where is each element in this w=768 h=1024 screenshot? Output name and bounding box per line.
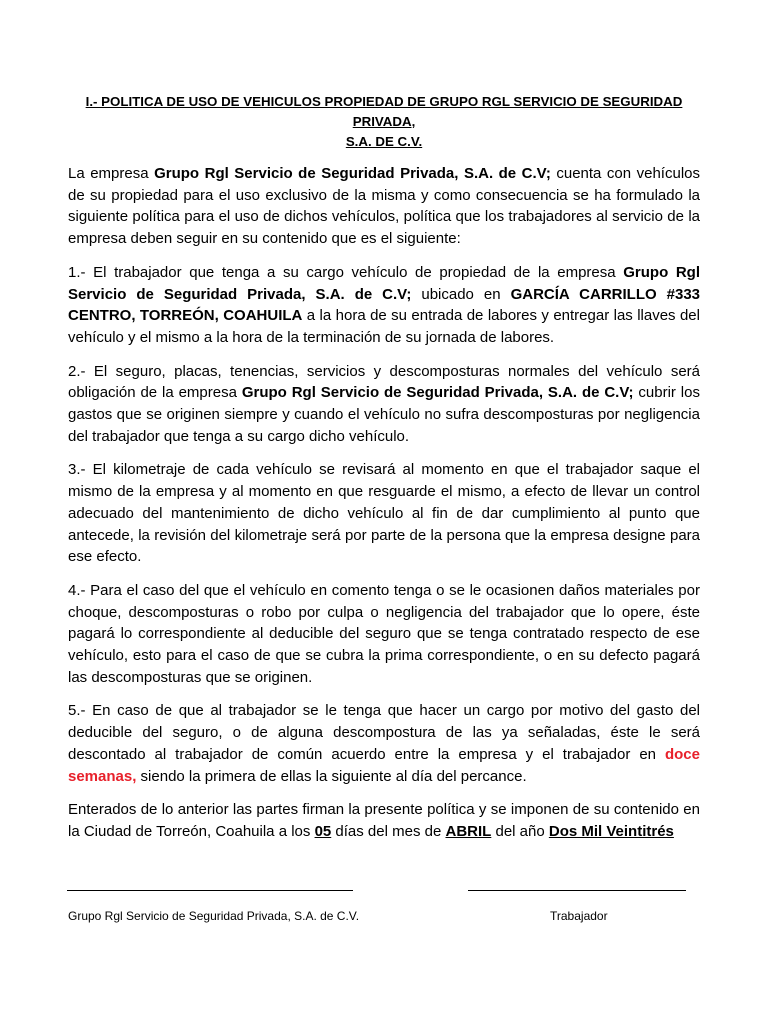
clause-2-text-1: 2.- El seguro, placas, tenencias, servicios y descomposturas normales del vehículo será obligación de la empresa	[68, 362, 700, 402]
clause-3	[68, 459, 700, 568]
worker-signature-label: Trabajador	[550, 909, 608, 923]
clause-1	[68, 262, 700, 349]
clause-1-text-1: 1.- El trabajador que tenga a su cargo vehículo de propiedad de la empresa	[68, 263, 624, 281]
clause-1-text-3: a la hora de su entrada de labores y entregar las llaves del vehículo y el mismo a la hora de la terminación de su jornada de labores.	[68, 307, 700, 346]
clause-4	[68, 580, 700, 689]
clause-5-highlight: doce semanas,	[68, 745, 700, 785]
closing-year: Dos Mil Veintitrés	[548, 822, 674, 840]
clause-4-text: 4.- Para el caso del que el vehículo en comento tenga o se le ocasionen daños materiales por choque, descomposturas o robo por culpa o negligencia del trabajador que lo opere, éste pagará lo correspondiente al deducible del seguro que se tenga contratado respecto de ese vehículo, esto para el caso de que se cubra la prima correspondiente, o en su defecto pagará las descomposturas que se originen.	[68, 581, 700, 686]
title-line-1: I.- POLITICA DE USO DE VEHICULOS PROPIEDAD DE GRUPO RGL SERVICIO DE SEGURIDAD PRIVADA,	[85, 94, 683, 129]
closing-paragraph	[68, 799, 700, 842]
clause-3-text: 3.- El kilometraje de cada vehículo se revisará al momento en que el trabajador saque el mismo de la empresa y al momento en que resguarde el mismo, a efecto de llevar un control adecuado del mantenimiento de dicho vehículo al fin de dar cumplimiento al punto que antecede, la revisión del kilometraje será por parte de la persona que la empresa designe para ese efecto.	[68, 461, 700, 566]
clause-2-company-name: Grupo Rgl Servicio de Seguridad Privada, S.A. de C.V;	[241, 384, 634, 402]
closing-month: ABRIL	[445, 822, 492, 840]
company-signature-label: Grupo Rgl Servicio de Seguridad Privada, S.A. de C.V.	[68, 909, 360, 923]
clause-5-text-2: siendo la primera de ellas la siguiente al día del percance.	[136, 767, 527, 785]
company-name: Grupo Rgl Servicio de Seguridad Privada, S.A. de C.V;	[154, 165, 551, 182]
clause-1-text-2: ubicado en	[411, 285, 511, 303]
intro-paragraph	[68, 163, 700, 250]
clause-1-company-name: Grupo Rgl Servicio de Seguridad Privada, S.A. de C.V;	[68, 263, 701, 303]
intro-text-1: La empresa	[68, 165, 155, 182]
closing-text-2: días del mes de	[331, 822, 446, 840]
closing-text-1: Enterados de lo anterior las partes firman la presente política y se imponen de su contenido en la Ciudad de Torreón, Coahuila a los	[68, 801, 700, 840]
clause-1-address: GARCÍA CARRILLO #333 CENTRO, TORREÓN, COAHUILA	[68, 285, 701, 325]
intro-text-2: cuenta con vehículos de su propiedad para el uso exclusivo de la misma y como consecuencia se ha formulado la siguiente política para el uso de dichos vehículos, política que los trabajadores al servicio de la empresa deben seguir en su contenido que es el siguiente:	[68, 165, 700, 248]
title-line-2: S.A. DE C.V.	[345, 134, 423, 149]
clause-2	[68, 361, 700, 448]
closing-text-3: del año	[491, 822, 549, 840]
clause-5	[68, 700, 700, 787]
document-body	[68, 92, 700, 855]
clause-2-text-2: cubrir los gastos que se originen siempre y cuando el vehículo no sufra descomposturas por negligencia del trabajador que tenga a su cargo dicho vehículo.	[68, 384, 700, 445]
company-signature-line	[67, 890, 353, 891]
document-title	[68, 92, 700, 152]
clause-5-text-1: 5.- En caso de que al trabajador se le tenga que hacer un cargo por motivo del gasto del deducible del seguro, o de alguna descompostura de las ya señaladas, éste le será descontado al trabajador de común acuerdo entre la empresa y el trabajador en	[68, 702, 700, 763]
closing-day: 05	[314, 822, 332, 840]
worker-signature-line	[468, 890, 686, 891]
